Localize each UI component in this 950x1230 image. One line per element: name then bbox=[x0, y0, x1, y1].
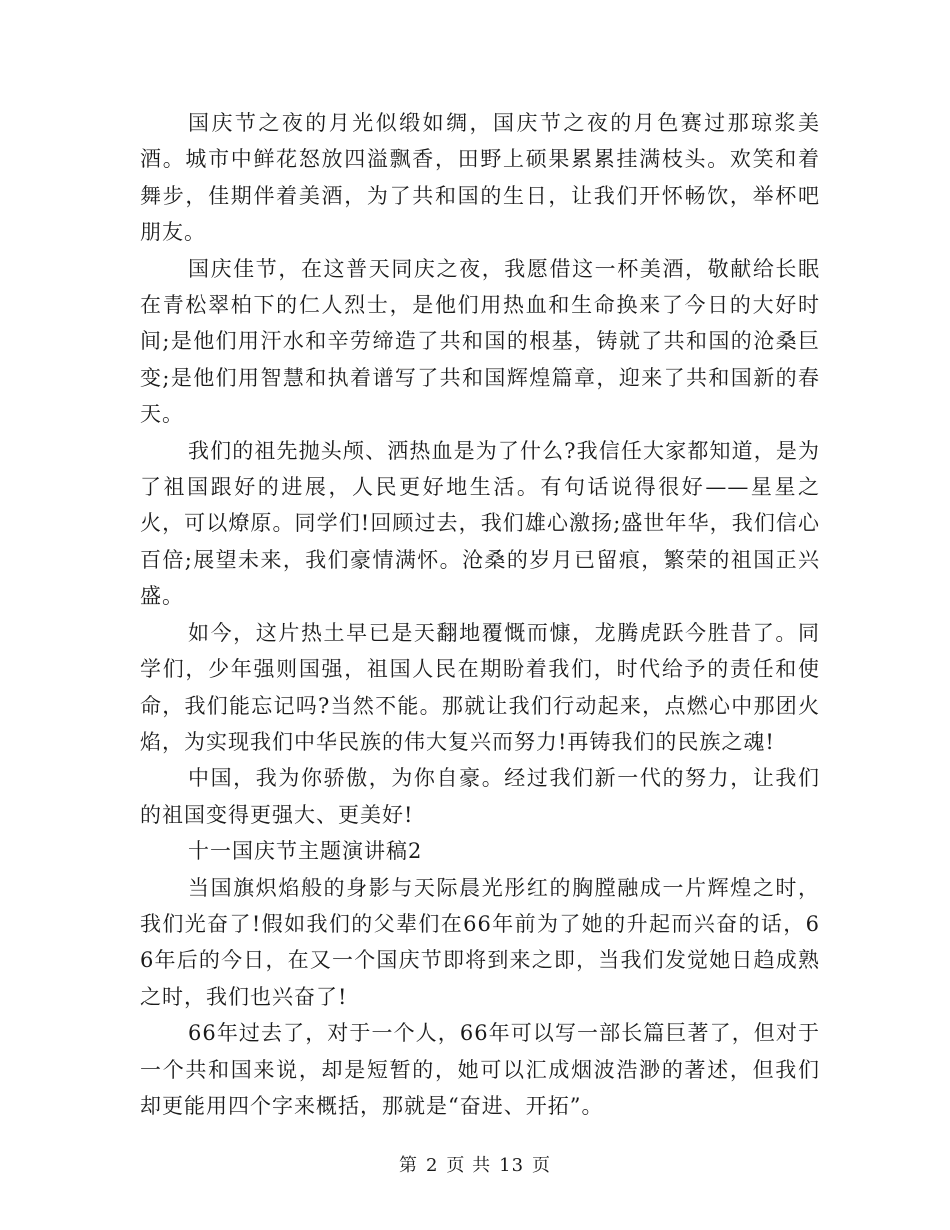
paragraph-6: 当国旗炽焰般的身影与天际晨光彤红的胸膛融成一片辉煌之时，我们光奋了!假如我们的父辈们在66年前为了她的升起而兴奋的话，66年后的今日，在又一个国庆节即将到来之即，当我们发觉她日趋成熟之时，我们也兴奋了! bbox=[140, 875, 820, 1009]
paragraph-1: 国庆节之夜的月光似缎如绸，国庆节之夜的月色赛过那琼浆美酒。城市中鲜花怒放四溢飘香，田野上硕果累累挂满枝头。欢笑和着舞步，佳期伴着美酒，为了共和国的生日，让我们开怀畅饮，举杯吧朋友。 bbox=[140, 111, 820, 245]
footer-total-pages: 13 bbox=[499, 1155, 525, 1176]
paragraph-7: 66年过去了，对于一个人，66年可以写一部长篇巨著了，但对于一个共和国来说，却是短暂的，她可以汇成烟波浩渺的著述，但我们却更能用四个字来概括，那就是“奋进、开拓”。 bbox=[140, 1021, 820, 1118]
paragraph-4: 如今，这片热土早已是天翻地覆慨而慷，龙腾虎跃今胜昔了。同学们，少年强则国强，祖国人民在期盼着我们，时代给予的责任和使命，我们能忘记吗?当然不能。那就让我们行动起来，点燃心中那团火焰，为实现我们中华民族的伟大复兴而努力!再铸我们的民族之魂! bbox=[140, 620, 820, 754]
footer-suffix: 页 bbox=[532, 1155, 552, 1176]
footer-prefix: 第 bbox=[398, 1155, 418, 1176]
paragraph-2: 国庆佳节，在这普天同庆之夜，我愿借这一杯美酒，敬献给长眠在青松翠柏下的仁人烈士，是他们用热血和生命换来了今日的大好时间;是他们用汗水和辛劳缔造了共和国的根基，铸就了共和国的沧桑巨变;是他们用智慧和执着谱写了共和国辉煌篇章，迎来了共和国新的春天。 bbox=[140, 256, 820, 427]
section-heading: 十一国庆节主题演讲稿2 bbox=[188, 839, 423, 864]
footer-page-number: 2 bbox=[425, 1155, 439, 1176]
footer-middle: 页 共 bbox=[446, 1155, 492, 1176]
document-body bbox=[140, 105, 820, 1124]
page-footer bbox=[0, 1151, 950, 1177]
paragraph-5: 中国，我为你骄傲，为你自豪。经过我们新一代的努力，让我们的祖国变得更强大、更美好! bbox=[140, 766, 820, 827]
paragraph-3: 我们的祖先抛头颅、洒热血是为了什么?我信任大家都知道，是为了祖国跟好的进展，人民更好地生活。有句话说得很好——星星之火，可以燎原。同学们!回顾过去，我们雄心激扬;盛世年华，我们信心百倍;展望未来，我们豪情满怀。沧桑的岁月已留痕，繁荣的祖国正兴盛。 bbox=[140, 438, 820, 609]
